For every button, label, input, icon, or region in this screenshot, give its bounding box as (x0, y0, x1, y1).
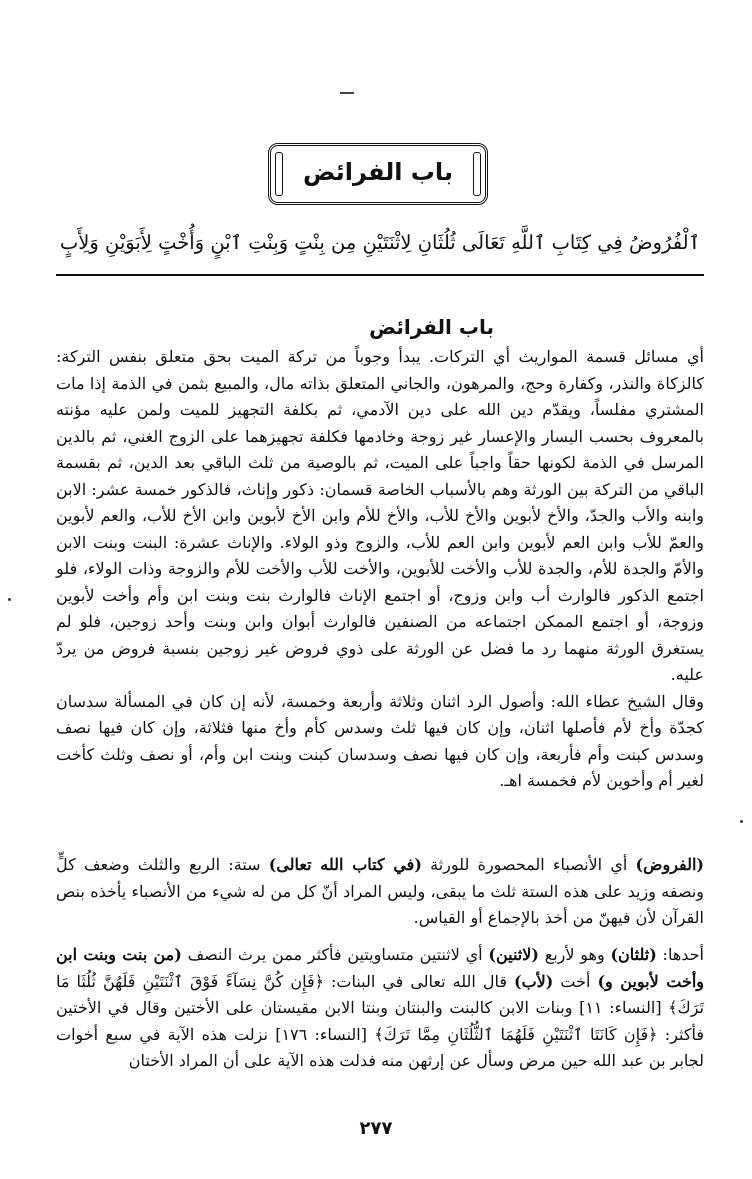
margin-speck (8, 598, 11, 601)
matn-quote: (الفروض) (635, 855, 704, 874)
matn-quote: (من بنت وبنت ابن وأخت لأبوين و) (56, 945, 705, 991)
commentary-block-2 (56, 852, 704, 932)
matn-divider (56, 274, 704, 276)
matn-quote: (في كتاب الله تعالى) (268, 855, 422, 874)
commentary-text: أي لاثنتين متساويتين فأكثر ممن يرث النصف (181, 945, 489, 964)
commentary-text: ستة: الربع والثلث وضعف كلٍّ ونصفه وزيد على هذه الستة ثلث ما يبقى، وليس المراد أنّ كل من له شيء من الأنصباء يأخذه بنص القرآن لأن فيهنّ من أخذ بالإجماع أو القياس. (56, 855, 704, 927)
page-number: ٢٧٧ (359, 1118, 393, 1139)
top-decoration (340, 92, 354, 94)
matn-quote: (لاثنين) (488, 945, 539, 964)
commentary-block-1 (56, 344, 704, 795)
matn-text: ٱلْفُرُوضُ فِي كِتَابِ ٱللَّهِ تَعَالَى ثُلُثَانِ لِاثْنَتَيْنِ مِن بِنْتٍ وَبِنْتِ ٱبْنٍ وَأُخْتٍ لِأَبَوَيْنِ وَلِأَبٍ (59, 231, 700, 254)
commentary-block-3 (56, 942, 704, 1075)
matn-quote: (لأب) (514, 971, 554, 991)
matn-quote: (ثلثان) (610, 945, 657, 964)
commentary-paragraph: أي مسائل قسمة المواريث أي التركات. يبدأ وجوباً من تركة الميت بحق متعلق بنفس التركة: كالزكاة والنذر، وكفارة وحج، والمرهون، والجاني المتعلق بذاته مال، والمبيع بثمن في الذمة إذا مات المشتري مفلساً، ويقدّم دين الله على دين الآدمي، ثم بكلفة التجهيز للميت ولمن عليه مؤنته بالمعروف بحسب اليسار والإعسار غير زوجة وخادمها فكلفة تجهيزهما على الزوج الغني، ثم بالدين المرسل في الذمة لكونها حقاً واجباً على الميت، ثم بالوصية من ثلث الباقي بعد الدين، ثم بقسمة الباقي من التركة بين الورثة وهم بالأسباب الخاصة قسمان: ذكور وإناث، فالذكور خمسة عشر: الابن وابنه والأب والجدّ، والأخ لأبوين والأخ للأب، والأخ للأم وابن الأخ لأبوين وابن الأخ للأب، والعم لأبوين والعمّ للأب وابن العم لأبوين وابن العم للأب، والزوج وذو الولاء. والإناث عشرة: البنت وبنت الابن والأمّ والجدة للأم، والجدة للأب والأخت للأبوين، والأخت للأب والأخت للأم والزوجة وذات الولاء، فلو اجتمع الذكور فالوارث أب وابن وزوج، أو اجتمع الإناث فالوارث بنت وبنت ابن وأم وأخت لأبوين وزوجة، أو اجتمع الممكن اجتماعه من الصنفين فالوارث أبوان وابن وبنت وأحد زوجين، فلو لم يستغرق الورثة منهما رد ما فضل عن الورثة على ذوي فروض غير زوجين بنسبة فروض من يردّ عليه. (56, 347, 704, 684)
commentary-paragraph (56, 942, 704, 1075)
commentary-text: قال الله تعالى في البنات: ﴿فَإِن كُنَّ نِسَآءً فَوْقَ ٱثْنَتَيْنِ فَلَهُنَّ ثُلُثَا مَا تَرَكَ﴾ [النساء: ١١] وبنات الابن كالبنت والبنتان وبنتا الابن مقيستان على الأختين وقال في الأختين فأكثر: ﴿فَإِن كَانَتَا ٱثْنَتَيْنِ فَلَهُمَا ٱلثُّلُثَانِ مِمَّا تَرَكَ﴾ [النساء: ١٧٦] نزلت هذه الآية في سبع أخوات لجابر بن عبد الله حين مرض وسأل عن إرثهن منه فدلت هذه الآية على أن المراد الأختان (56, 971, 705, 1070)
chapter-title: باب الفرائض (303, 158, 453, 186)
commentary-paragraph: وقال الشيخ عطاء الله: وأصول الرد اثنان وثلاثة وأربعة وخمسة، لأنه إن كان في المسألة سدسان كجدّة وأخ لأم فأصلها اثنان، وإن كان فيها ثلث وسدس كأم وأخ منها فثلاثة، وإن كان فيها نصف وسدس كبنت وأم فأربعة، وإن كان فيها نصف وسدسان كبنت وبنت ابن وأم، أو نصف وثلث كأخت لغير أم وأخوين لأم فخمسة اهـ. (56, 691, 704, 790)
commentary-text: أي الأنصباء المحصورة للورثة (421, 855, 636, 874)
margin-speck (740, 820, 743, 823)
commentary-text: وهو لأربع (538, 945, 611, 964)
commentary-text: أخت (553, 971, 598, 991)
commentary-text: أحدها: (656, 945, 704, 964)
commentary-paragraph (56, 852, 704, 932)
chapter-title-frame (268, 143, 488, 205)
section-heading: باب الفرائض (369, 315, 494, 339)
